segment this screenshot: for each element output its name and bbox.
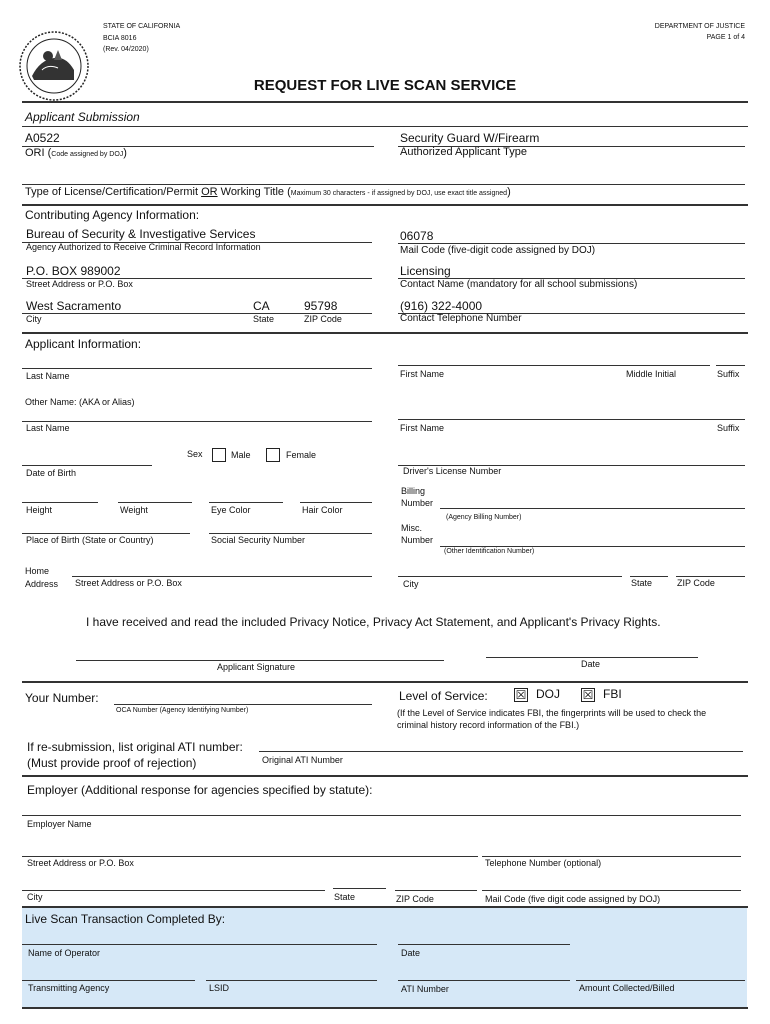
state-value[interactable]: CA: [253, 299, 270, 313]
header-form-number: BCIA 8016: [103, 35, 137, 42]
header-department: DEPARTMENT OF JUSTICE: [654, 23, 745, 30]
employer-zip-label: ZIP Code: [396, 894, 434, 904]
misc-label-b: Number: [401, 535, 434, 545]
live-scan-date-label: Date: [401, 948, 421, 958]
page-title: REQUEST FOR LIVE SCAN SERVICE: [253, 77, 517, 94]
street-value[interactable]: P.O. BOX 989002: [26, 264, 121, 278]
privacy-statement: I have received and read the included Privacy Notice, Privacy Act Statement, and Applicant's Privacy Rights.: [86, 615, 661, 629]
zip-label: ZIP Code: [304, 314, 342, 324]
divider: [22, 906, 748, 908]
transmitting-agency-line[interactable]: [22, 980, 195, 981]
phone-label: Contact Telephone Number: [400, 313, 522, 324]
misc-label-a: Misc.: [401, 523, 422, 533]
divider: [22, 681, 748, 683]
ati-number-line[interactable]: [398, 980, 570, 981]
amount-label: Amount Collected/Billed: [579, 983, 675, 993]
applicant-type-value[interactable]: Security Guard W/Firearm: [400, 131, 540, 145]
misc-line[interactable]: [440, 546, 745, 547]
fbi-note-a: (If the Level of Service indicates FBI, the fingerprints will be used to check the: [397, 708, 707, 718]
divider: [22, 332, 748, 334]
amount-line[interactable]: [576, 980, 745, 981]
billing-label-a: Billing: [401, 486, 426, 496]
first-name2-label: First Name: [400, 423, 445, 433]
dob-line[interactable]: [22, 465, 152, 466]
agency-label: Agency Authorized to Receive Criminal Record Information: [26, 242, 261, 252]
signature-date-line[interactable]: [486, 657, 698, 658]
male-label: Male: [231, 450, 251, 460]
doj-checkbox[interactable]: ☒: [515, 688, 527, 702]
mail-code-label: Mail Code (five-digit code assigned by DOJ): [400, 245, 596, 256]
street-label: Street Address or P.O. Box: [26, 279, 133, 289]
signature-date-label: Date: [581, 659, 601, 669]
home-state-label: State: [631, 578, 653, 588]
section-employer: Employer (Additional response for agencies specified by statute):: [27, 783, 373, 797]
sex-label: Sex: [187, 449, 203, 459]
first-name-label: First Name: [400, 369, 445, 379]
suffix2-label: Suffix: [717, 423, 740, 433]
resubmission-label-a: If re-submission, list original ATI number:: [27, 740, 243, 754]
ati-label: Original ATI Number: [262, 755, 343, 765]
ssn-line[interactable]: [209, 533, 372, 534]
lsid-line[interactable]: [206, 980, 377, 981]
home-label-a: Home: [25, 566, 50, 576]
employer-street-line[interactable]: [22, 856, 478, 857]
section-live-scan: Live Scan Transaction Completed By:: [25, 912, 226, 926]
home-city-line[interactable]: [398, 576, 622, 577]
ati-number-label: ATI Number: [401, 984, 449, 994]
last-name-label: Last Name: [26, 371, 70, 381]
dob-label: Date of Birth: [26, 468, 77, 478]
ori-value[interactable]: A0522: [25, 131, 60, 145]
transmitting-agency-label: Transmitting Agency: [28, 983, 110, 993]
hair-line[interactable]: [300, 502, 372, 503]
live-scan-date-line[interactable]: [398, 944, 570, 945]
fbi-note-b: criminal history record information of the FBI.): [397, 720, 580, 730]
female-checkbox[interactable]: [266, 448, 280, 462]
last-name2-label: Last Name: [26, 423, 70, 433]
applicant-type-label: Authorized Applicant Type: [400, 146, 527, 158]
employer-city-label: City: [27, 892, 43, 902]
resubmission-label-b: (Must provide proof of rejection): [27, 756, 197, 770]
male-checkbox[interactable]: [212, 448, 226, 462]
eye-line[interactable]: [209, 502, 283, 503]
section-applicant-info: Applicant Information:: [25, 337, 142, 351]
lsid-label: LSID: [209, 983, 230, 993]
billing-small: (Agency Billing Number): [446, 514, 522, 521]
section-applicant-submission: Applicant Submission: [25, 110, 140, 124]
mail-code-value[interactable]: 06078: [400, 229, 434, 243]
employer-zip-line[interactable]: [395, 890, 477, 891]
header-revision: (Rev. 04/2020): [103, 46, 149, 53]
contact-label: Contact Name (mandatory for all school submissions): [400, 279, 638, 290]
header-state: STATE OF CALIFORNIA: [103, 23, 181, 30]
last-name2-line[interactable]: [22, 421, 372, 422]
oca-line[interactable]: [114, 704, 372, 705]
employer-state-line[interactable]: [333, 888, 386, 889]
level-of-service-label: Level of Service:: [399, 689, 488, 703]
middle-initial-label: Middle Initial: [626, 369, 677, 379]
dl-label: Driver's License Number: [403, 466, 502, 476]
home-city-label: City: [403, 579, 419, 589]
contact-value[interactable]: Licensing: [400, 264, 451, 278]
home-label-b: Address: [25, 579, 59, 589]
other-name-label: Other Name: (AKA or Alias): [25, 397, 135, 407]
home-street-line[interactable]: [72, 576, 372, 577]
ssn-label: Social Security Number: [211, 535, 306, 545]
pob-label: Place of Birth (State or Country): [26, 535, 154, 545]
suffix-line[interactable]: [716, 365, 745, 366]
height-label: Height: [26, 505, 53, 515]
section-contributing-agency: Contributing Agency Information:: [25, 208, 200, 222]
divider: [22, 101, 748, 103]
hair-label: Hair Color: [302, 505, 343, 515]
mail-code-line: [398, 243, 745, 244]
divider: [22, 775, 748, 777]
eye-label: Eye Color: [211, 505, 251, 515]
employer-street-label: Street Address or P.O. Box: [27, 858, 134, 868]
female-label: Female: [286, 450, 317, 460]
agency-value[interactable]: Bureau of Security & Investigative Services: [26, 227, 256, 241]
height-line[interactable]: [22, 502, 98, 503]
city-label: City: [26, 314, 42, 324]
license-label: Type of License/Certification/Permit OR Working Title (Maximum 30 characters - if assigned by DOJ, use exact title assigned): [25, 186, 511, 198]
home-street-label: Street Address or P.O. Box: [75, 578, 182, 588]
home-zip-line[interactable]: [676, 576, 745, 577]
employer-phone-line[interactable]: [482, 856, 741, 857]
weight-line[interactable]: [118, 502, 192, 503]
your-number-label: Your Number:: [25, 691, 99, 705]
oca-label: OCA Number (Agency Identifying Number): [116, 707, 249, 714]
suffix-label: Suffix: [717, 369, 740, 379]
divider: [22, 126, 748, 127]
fbi-checkbox[interactable]: ☒: [582, 688, 594, 702]
doj-label: DOJ: [536, 687, 560, 701]
header-page: PAGE 1 of 4: [706, 34, 745, 41]
employer-state-label: State: [334, 892, 356, 902]
phone-value[interactable]: (916) 322-4000: [400, 299, 483, 313]
billing-label-b: Number: [401, 498, 434, 508]
employer-phone-label: Telephone Number (optional): [485, 858, 602, 868]
city-value[interactable]: West Sacramento: [26, 299, 122, 313]
operator-line[interactable]: [22, 944, 377, 945]
signature-line[interactable]: [76, 660, 444, 661]
home-zip-label: ZIP Code: [677, 578, 715, 588]
employer-mail-code-label: Mail Code (five digit code assigned by DOJ): [485, 894, 661, 904]
fbi-label: FBI: [603, 687, 622, 701]
home-state-line[interactable]: [630, 576, 668, 577]
signature-label: Applicant Signature: [217, 662, 296, 672]
operator-label: Name of Operator: [28, 948, 101, 958]
employer-city-line[interactable]: [22, 890, 325, 891]
employer-name-label: Employer Name: [27, 819, 92, 829]
employer-mail-code-line[interactable]: [482, 890, 741, 891]
weight-label: Weight: [120, 505, 148, 515]
ori-label: ORI (Code assigned by DOJ): [25, 147, 127, 159]
zip-value[interactable]: 95798: [304, 299, 338, 313]
misc-small: (Other Identification Number): [444, 548, 535, 555]
license-field-line[interactable]: [22, 184, 745, 185]
first-name2-line[interactable]: [398, 419, 745, 420]
state-label: State: [253, 314, 275, 324]
pob-line[interactable]: [22, 533, 190, 534]
ati-line[interactable]: [259, 751, 743, 752]
last-name-line[interactable]: [22, 368, 372, 369]
first-name-line[interactable]: [398, 365, 710, 366]
divider: [22, 204, 748, 206]
divider: [22, 1007, 748, 1009]
billing-line[interactable]: [440, 508, 745, 509]
employer-name-line[interactable]: [22, 815, 741, 816]
